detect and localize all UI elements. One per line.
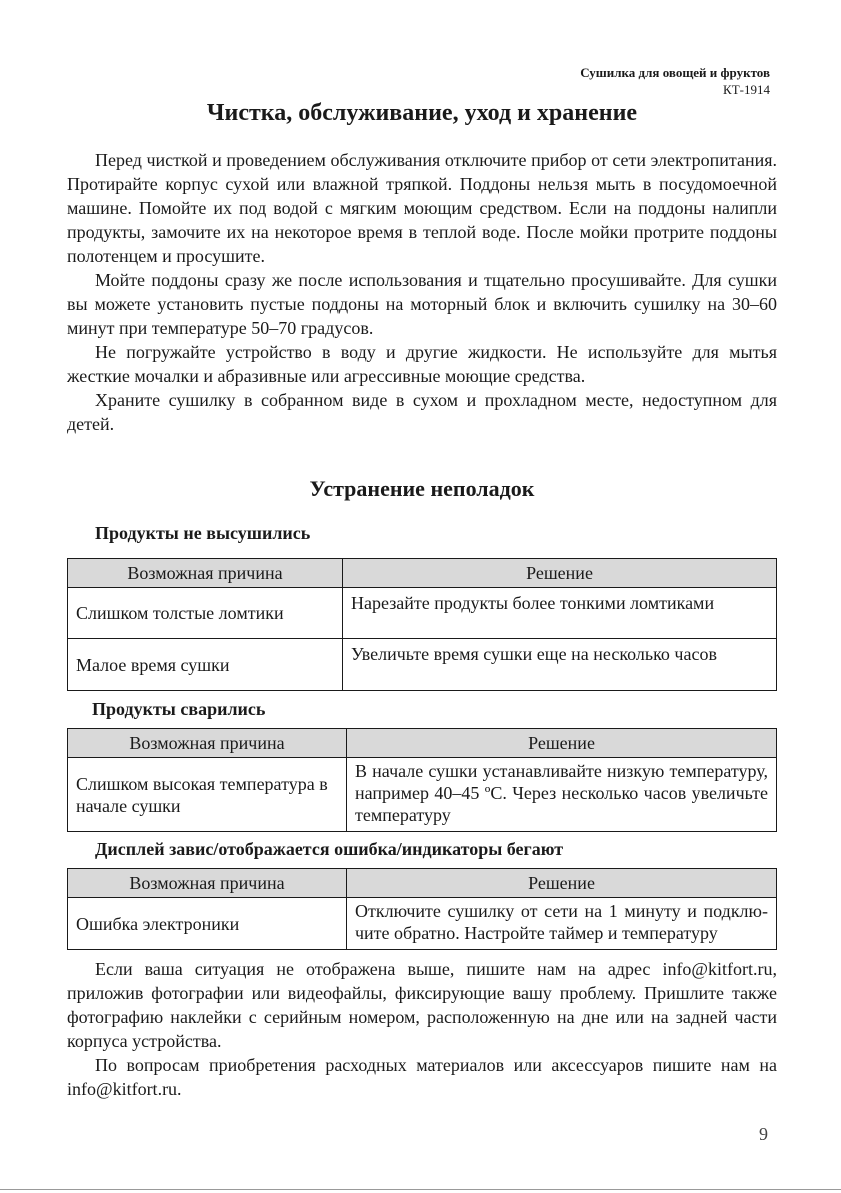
solution-cell: Нарезайте продукты более тонкими ломтиками (343, 588, 777, 639)
page-bottom-divider (0, 1189, 841, 1190)
table-row (68, 588, 777, 639)
paragraph: Не погружайте устройство в воду и другие жидкости. Не используйте для мытья жесткие мочалки и абразивные или агрессивные моющие средства. (67, 342, 777, 386)
model-number: КТ-1914 (723, 82, 770, 97)
section-heading: Продукты не высушились (95, 523, 311, 543)
page-header (580, 64, 770, 98)
troubleshooting-title: Устранение неполадок (309, 476, 535, 501)
table-row (68, 758, 777, 832)
solution-cell: Отключите сушилку от сети на 1 минуту и подключите обратно. Настройте таймер и температуру (347, 898, 777, 950)
section-heading: Продукты сварились (92, 699, 266, 719)
troubleshooting-table (67, 868, 777, 950)
page-number: 9 (759, 1124, 768, 1144)
paragraph: Если ваша ситуация не отображена выше, пишите нам на адрес info@kitfort.ru, приложив фотографии или видеофайлы, фиксирующие вашу проблему. Пришлите также фотографию наклейки с серийным номером, расположенную на дне или на задней части корпуса устройства. (67, 959, 777, 1051)
column-header-cause: Возможная причина (68, 869, 347, 898)
troubleshooting-table (67, 558, 777, 691)
paragraph: Перед чисткой и проведением обслуживания отключите прибор от сети электропитания. Протирайте корпус сухой или влажной тряпкой. Поддоны нельзя мыть в посудомоечной машине. Помойте их под водой с мягким моющим средством. Если на поддоны налипли продукты, замочите их на некоторое время в теплой воде. После мойки протрите поддоны полотенцем и просушите. (67, 150, 777, 266)
column-header-cause: Возможная причина (68, 559, 343, 588)
cause-cell: Слишком толстые ломтики (68, 588, 343, 639)
paragraph: Мойте поддоны сразу же после использования и тщательно просушивайте. Для сушки вы можете установить пустые поддоны на моторный блок и включить сушилку на 30–60 минут при температуре 50–70 градусов. (67, 270, 777, 338)
column-header-solution: Решение (347, 869, 777, 898)
cause-cell: Малое время сушки (68, 639, 343, 691)
table-row (68, 898, 777, 950)
troubleshooting-table (67, 728, 777, 832)
column-header-solution: Решение (347, 729, 777, 758)
table-row (68, 639, 777, 691)
solution-cell: В начале сушки устанавливайте низкую температуру, например 40–45 ºС. Через несколько часов увеличьте температуру (347, 758, 777, 832)
section-heading: Дисплей завис/отображается ошибка/индикаторы бегают (95, 839, 564, 859)
cleaning-title: Чистка, обслуживание, уход и хранение (206, 100, 638, 126)
paragraph: По вопросам приобретения расходных материалов или аксессуаров пишите нам на info@kitfort.ru. (67, 1055, 777, 1099)
paragraph: Храните сушилку в собранном виде в сухом и прохладном месте, недоступном для детей. (67, 390, 777, 434)
column-header-cause: Возможная причина (68, 729, 347, 758)
solution-cell: Увеличьте время сушки еще на несколько часов (343, 639, 777, 691)
contact-text (67, 957, 777, 1101)
cleaning-text (67, 148, 777, 436)
cause-cell: Слишком высокая температура в начале сушки (68, 758, 347, 832)
cause-cell: Ошибка электроники (68, 898, 347, 950)
column-header-solution: Решение (343, 559, 777, 588)
product-name: Сушилка для овощей и фруктов (580, 65, 770, 80)
